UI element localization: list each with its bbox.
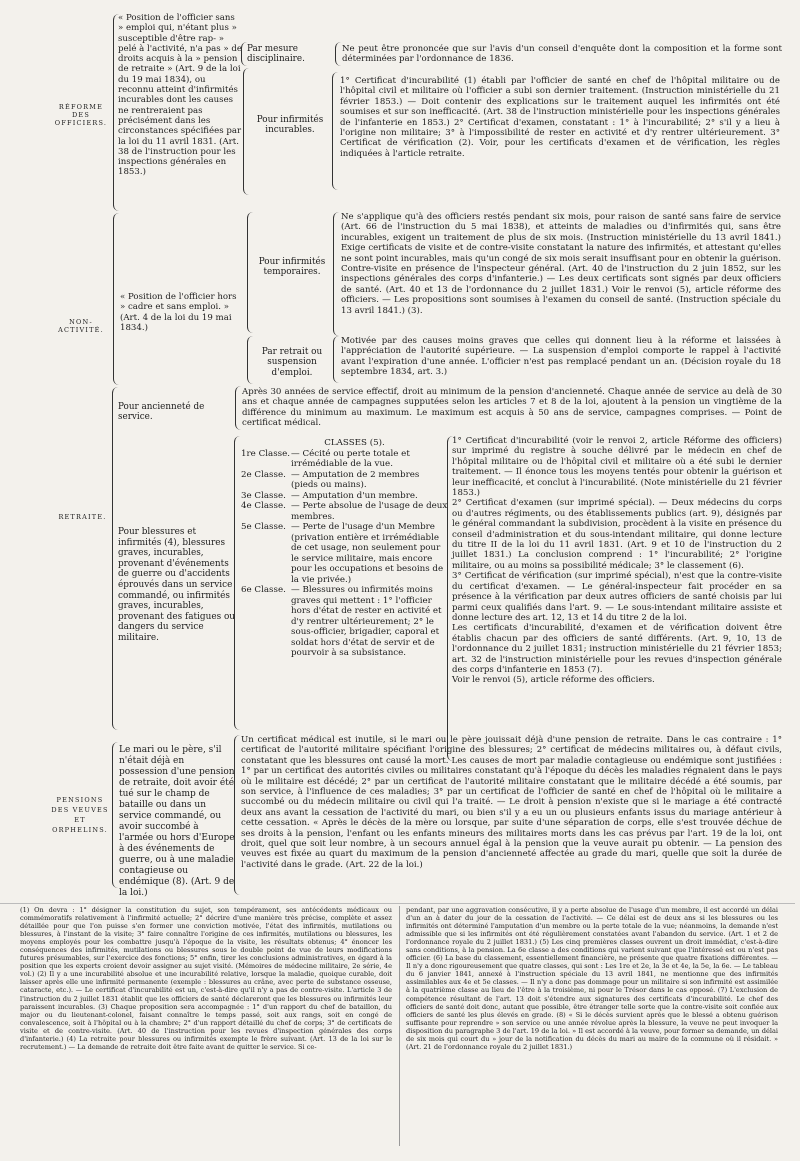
brace-non-activite bbox=[113, 213, 120, 385]
retraite-certificats bbox=[452, 436, 782, 686]
retraite-anciennete-text: Après 30 années de service effectif, droit au minimum de la pension d'ancienneté. Chaque année de service au delà de 30 ans et chaque année de campagnes supputées selon les articles 7 et 8 de la loi, ajoutent à la pension un vingtième de la différence du minimum au maximum. Le maximum est acquis à 50 ans de service, campagnes comprises. — Point de certificat médical. bbox=[242, 387, 782, 429]
classes-title: CLASSES (5). bbox=[324, 438, 385, 448]
footnotes-left: (1) On devra : 1° désigner la constitution du sujet, son tempérament, ses antécédents médicaux ou commémoratifs relativement à l'infirmité actuelle; 2° décrire d'une manière très précise, complète et assez détaillée pour que l'on puisse s'en former une conviction motivée, l'état des infirmités, mutilations ou blessures, à l'instant de la visite; 3° faire connaître l'origine de ces infirmités, mutilations ou blessures, les moyens employés pour les combattre jusqu'à l'époque de la visite, les résultats obtenus; 4° énoncer les conséquences des infirmités, mutilations ou blessures sous le double point de vue de leurs modifications futures présumables, sur l'exercice des fonctions; 5° enfin, tirer les conclusions administratives, en égard à la position que les experts croient devoir assigner au sujet visité. (Mémoires de médecine militaire, 2e série, 4e vol.) (2) Il y a une incurabilité absolue et une incurabilité relative, lorsque la maladie, quoique curable, doit laisser après elle une infirmité permanente (exemple : blessures au crâne, avec perte de substance osseuse, cataracte, etc.). — Le certificat d'incurabilité est un, c'est-à-dire qu'il n'y a pas de contre-visite. L'article 3 de l'instruction du 2 juillet 1831 établit que les officiers de santé déclareront que les blessures ou infirmités leur paraissent incurables. (3) Chaque proposition sera accompagnée : 1° d'un rapport du chef de bataillon, du major ou du lieutenant-colonel, faisant connaître le temps passé, soit aux rangs, soit en congé de convalescence, soit à l'hôpital ou à la chambre; 2° d'un rapport détaillé du chef de corps; 3° de certificats de visite et de contre-visite. (Art. 40 de l'instruction pour les revues d'inspection générales des corps d'infanterie.) (4) La retraite pour blessures ou infirmités exempte le frère suivant. (Art. 13 de la loi sur le recrutement.) — La demande de retraite doit être faite avant de quitter le service. Si ce- bbox=[20, 906, 392, 1051]
brace-suspension-text bbox=[333, 336, 339, 383]
non-activite-temporaires-label: Pour infirmités temporaires. bbox=[258, 257, 326, 278]
non-activite-suspension-label: Par retrait ou suspension d'emploi. bbox=[261, 347, 323, 378]
brace-pensions bbox=[112, 742, 119, 888]
brace-incurables-text bbox=[332, 72, 338, 190]
class-number: 4e Classe. bbox=[241, 501, 286, 511]
section-label-retraite: RETRAITE. bbox=[58, 513, 107, 521]
class-number: 6e Classe. bbox=[241, 585, 286, 595]
reforme-incurables-text: 1° Certificat d'incurabilité (1) établi par l'officier de santé en chef de l'hôpital militaire ou de l'hôpital civil et militaire où l'officier a subi son dernier traitement. (Instruction ministérielle du 21 février 1853.) — Doit contenir des explications sur le traitement auquel les infirmités ont été soumises et sur son inefficacité. (Art. 38 de l'instruction ministérielle pour les inspections générales de l'infanterie en 1853.) 2° Certificat d'examen, constatant : 1° à l'incurabilité; 2° s'il y a lieu à l'origine non militaire; 3° à l'impossibilité de rester en activité et d'y rentrer ultérieurement. 3° Certificat de vérification (2). Voir, pour les certificats d'examen et de vérification, les règles indiquées à l'article retraite. bbox=[340, 76, 780, 159]
class-row bbox=[241, 501, 448, 522]
class-description: — Amputation d'un membre. bbox=[291, 490, 418, 501]
class-row bbox=[241, 585, 448, 659]
classes-rows bbox=[241, 449, 448, 659]
class-description: — Perte de l'usage d'un Membre (privation entière et irrémédiable de cet usage, non seulement pour le service militaire, mais encore pour les occupations et besoins de la vie privée.) bbox=[291, 522, 444, 585]
pensions-text: Un certificat médical est inutile, si le mari ou le père jouissait déjà d'une pension de retraite. Dans le cas contraire : 1° certificat de l'autorité militaire spécifiant l'origine des blessures; 2° certificat de médecins militaires ou, à défaut civils, constatant que les blessures ont causé la mort. Les causes de mort par maladie contagieuse ou endémique sont justifiées : 1° par un certificat des autorités civiles ou militaires constatant qu'à l'époque du décès les maladies régnaient dans le pays où le militaire est décédé; 2° par un certificat de l'autorité militaire constatant que le militaire décédé a été soumis, par son service, à l'influence de ces maladies; 3° par un certificat de l'officier de santé en chef de l'hôpital où le militaire a succombé ou du médecin militaire ou civil qui l'a traité. — Le droit à pension n'existe que si le mariage a été contracté deux ans avant la cessation de l'activité du mari, ou bien s'il y a eu un ou plusieurs enfants issus du mariage antérieur à cette cessation. « Après le décès de la mère ou lorsque, par suite d'une séparation de corps, elle s'est trouvée déchue de ses droits à la pension, l'enfant ou les enfants mineurs des militaires morts dans les cas prévus par l'art. 19 de la loi, ont droit, quel que soit leur nombre, à un secours annuel égal à la pension que la veuve aurait pu obtenir. — La pension des veuves est fixée au quart du maximum de la pension d'ancienneté affectée au grade du mari, quelle que soit la durée de l'activité dans le grade. (Art. 22 de la loi.) bbox=[241, 735, 782, 870]
class-number: 3e Classe. bbox=[241, 490, 286, 501]
section-label-reforme: RÉFORME DES OFFICIERS. bbox=[54, 103, 108, 127]
section-label-non-activite: NON-ACTIVITÉ. bbox=[58, 318, 104, 334]
certificat-paragraph: Les certificats d'incurabilité, d'examen et de vérification doivent être établis chacun par des officiers de santé différents. (Art. 9, 10, 13 de l'ordonnance du 2 juillet 1831; instruction ministérielle du 21 février 1853; art. 32 de l'instruction ministérielle pour les revues d'inspection générale des corps d'infanterie en 1853 (7). bbox=[452, 623, 782, 675]
brace-discipline-text bbox=[335, 42, 341, 66]
non-activite-position: « Position de l'officier hors » cadre et sans emploi. » (Art. 4 de la loi du 19 mai 1834.) bbox=[120, 292, 237, 333]
footnotes-right: pendant, par une aggravation consécutive, il y a perte absolue de l'usage d'un membre, il est accordé un délai d'un an à dater du jour de la cessation de l'activité. — Ce délai est de deux ans si les blessures ou les infirmités ont déterminé l'amputation d'un membre ou la perte totale de la vue; néanmoins, la demande n'est admissible que si les infirmités ont été régulièrement constatées avant l'abandon du service. (Art. 1 et 2 de l'ordonnance royale du 2 juillet 1831.) (5) Les cinq premières classes ouvrent un droit immédiat, c'est-à-dire sans conditions, à la pension. La 6e classe a des conditions qui varient suivant que l'intéressé est ou n'est pas officier. (6) La base du classement, essentiellement financière, ne présente que quatre fixations différentes. — Il n'y a donc rigoureusement que quatre classes, qui sont : Les 1re et 2e, la 3e et 4e, la 5e, la 6e. — Le tableau du 6 janvier 1841, annexé à l'instruction spéciale du 13 avril 1841, ne mentionne que des infirmités assimilables aux 4e et 5e classes. — Il n'y a donc pas dommage pour un militaire si son infirmité est assimilée à la quatrième classe au lieu de l'être à la troisième, ni pour le Trésor dans le cas opposé. (7) L'exclusion de compétence résultant de l'art. 13 doit s'étendre aux signatures des certificats d'incurabilité. Le chef des officiers de santé doit donc, autant que possible, être étranger telle sorte que la contre-visite soit confiée aux officiers de santé les plus élevés en grade. (8) « Si le décès survient après que le blessé a obtenu guérison suffisante pour reprendre » son service ou une année révolue après la blessure, la veuve ne peut invoquer la disposition du paragraphe 3 de l'art. 19 de la loi. » Il est accordé à la veuve, pour former sa demande, un délai de six mois qui court du » jour de la notification du décès du mari au maire de la commune où il résidait. » (Art. 21 de l'ordonnance royale du 2 juillet 1831.) bbox=[406, 906, 778, 1051]
brace-classes bbox=[234, 436, 240, 730]
column-rule bbox=[399, 906, 400, 1146]
class-description: — Blessures ou infirmités moins graves qui mettent : 1° l'officier hors d'état de rester en activité et d'y rentrer ultérieurement; 2° le sous-officier, brigadier, caporal et soldat hors d'état de servir et de pourvoir à sa subsistance. bbox=[291, 585, 442, 658]
brace-temporaires-text bbox=[333, 212, 339, 336]
retraite-blessures-label: Pour blessures et infirmités (4), blessures graves, incurables, provenant d'événements de guerre ou d'accidents éprouvés dans un service commandé, ou infirmités graves, incurables, provenant des fatigues ou dangers du service militaire. bbox=[118, 527, 236, 643]
certificat-paragraph: 1° Certificat d'incurabilité (voir le renvoi 2, article Réforme des officiers) sur imprimé du registre à souche délivré par le médecin en chef de l'hôpital militaire ou de l'hôpital civil et militaire où a été subi le dernier traitement. — Il énonce tous les moyens tentés pour obtenir la guérison et leur inefficacité, et conclut à l'incurabilité. (Note ministérielle du 21 février 1853.) bbox=[452, 436, 782, 499]
class-number: 1re Classe. bbox=[241, 448, 291, 459]
certificat-paragraph: 2° Certificat d'examen (sur imprimé spécial). — Deux médecins du corps ou d'autres régiments, ou des établissements publics (art. 9), désignés par le général commandant la subdivision, procèdent à la visite en présence du conseil d'administration et du sous-intendant militaire, qui donne lecture du titre II de la loi du 11 avril 1831. (Art. 9 et 10 de l'instruction du 2 juillet 1831.) La conclusion comprend : 1° l'incurabilité; 2° l'origine militaire, ou au moins sa possibilité médicale; 3° le classement (6). bbox=[452, 498, 782, 571]
classes-list bbox=[241, 438, 448, 659]
reforme-position: « Position de l'officier sans » emploi qui, n'étant plus » susceptible d'être rap- » pelé à l'activité, n'a pas » de droits acquis à la » pension de retraite » (Art. 9 de la loi du 19 mai 1834), ou reconnu atteint d'infirmités incurables dont les causes ne rentreraient pas précisément dans les circonstances spécifiées par la loi du 11 avril 1831. (Art. 38 de l'instruction pour les inspections générales en 1853.) bbox=[118, 13, 242, 178]
certificat-paragraph: Voir le renvoi (5), article réforme des officiers. bbox=[452, 675, 655, 686]
class-number: 5e Classe. bbox=[241, 522, 286, 532]
non-activite-suspension-text: Motivée par des causes moins graves que celles qui donnent lieu à la réforme et laissées à l'appréciation de l'autorité supérieure. — La suspension d'emploi comporte le rappel à l'activité avant l'expiration d'une année. L'officier n'est pas remplacé pendant un an. (Décision royale du 18 septembre 1834, art. 3.) bbox=[341, 336, 781, 378]
reforme-incurables-label: Pour infirmités incurables. bbox=[256, 115, 324, 136]
retraite-anciennete-label: Pour ancienneté de service. bbox=[118, 402, 205, 423]
reforme-discipline-text: Ne peut être prononcée que sur l'avis d'un conseil d'enquête dont la composition et la forme sont déterminées par l'ordonnance de 1836. bbox=[342, 44, 782, 65]
non-activite-temporaires-text: Ne s'applique qu'à des officiers restés pendant six mois, pour raison de santé sans faire de service (Art. 66 de l'instruction du 5 mai 1838), et atteints de maladies ou d'infirmités qui, sans être incurables, exigent un traitement de plus de six mois. (Instruction ministérielle du 13 avril 1841.) Exige certificats de visite et de contre-visite constatant la nature des infirmités, et attestant qu'elles ne sont point incurables, mais qu'un congé de six mois serait insuffisant pour en obtenir la guérison. Contre-visite en présence de l'inspecteur général. (Art. 40 de l'instruction du 2 juin 1852, sur les inspections générales des corps d'infanterie.) — Les deux certificats sont signés par deux officiers de santé. (Art. 40 et 13 de l'ordonnance du 2 juillet 1831.) Voir le renvoi (5), article réforme des officiers. — Les propositions sont soumises à l'examen du conseil de santé. (Instruction spéciale du 13 avril 1841.) (3). bbox=[341, 212, 781, 316]
brace-incurables bbox=[243, 68, 249, 195]
class-row bbox=[241, 470, 448, 491]
class-row bbox=[241, 491, 448, 502]
footnote-rule bbox=[0, 903, 795, 904]
class-number: 2e Classe. bbox=[241, 469, 286, 480]
class-description: — Perte absolue de l'usage de deux membres. bbox=[291, 501, 448, 522]
class-row bbox=[241, 449, 448, 470]
class-description: — Cécité ou perte totale et irrémédiable de la vue. bbox=[291, 448, 410, 469]
class-row bbox=[241, 522, 448, 585]
section-label-pensions: PENSIONS DES VEUVES ET ORPHELINS. bbox=[51, 796, 109, 834]
brace-anciennete bbox=[235, 386, 241, 430]
certificat-paragraph: 3° Certificat de vérification (sur imprimé spécial), n'est que la contre-visite du certificat d'examen. — Le général-inspecteur fait procéder en sa présence à la vérification par deux autres officiers de santé choisis par lui parmi ceux qualifiés dans l'art. 9. — Le sous-intendant militaire assiste et donne lecture des art. 12, 13 et 14 du titre 2 de la loi. bbox=[452, 571, 782, 623]
pensions-label: Le mari ou le père, s'il n'était déjà en possession d'une pension de retraite, doit avoir été tué sur le champ de bataille ou dans un service commandé, ou avoir succombé à l'armée ou hors d'Europe à des événements de guerre, ou à une maladie contagieuse ou endémique (8). (Art. 9 de la loi.) bbox=[119, 745, 235, 898]
brace-pensions-text bbox=[234, 735, 240, 895]
reforme-discipline-label: Par mesure disciplinaire. bbox=[247, 44, 305, 65]
class-description: — Amputation de 2 membres (pieds ou mains). bbox=[291, 469, 420, 490]
